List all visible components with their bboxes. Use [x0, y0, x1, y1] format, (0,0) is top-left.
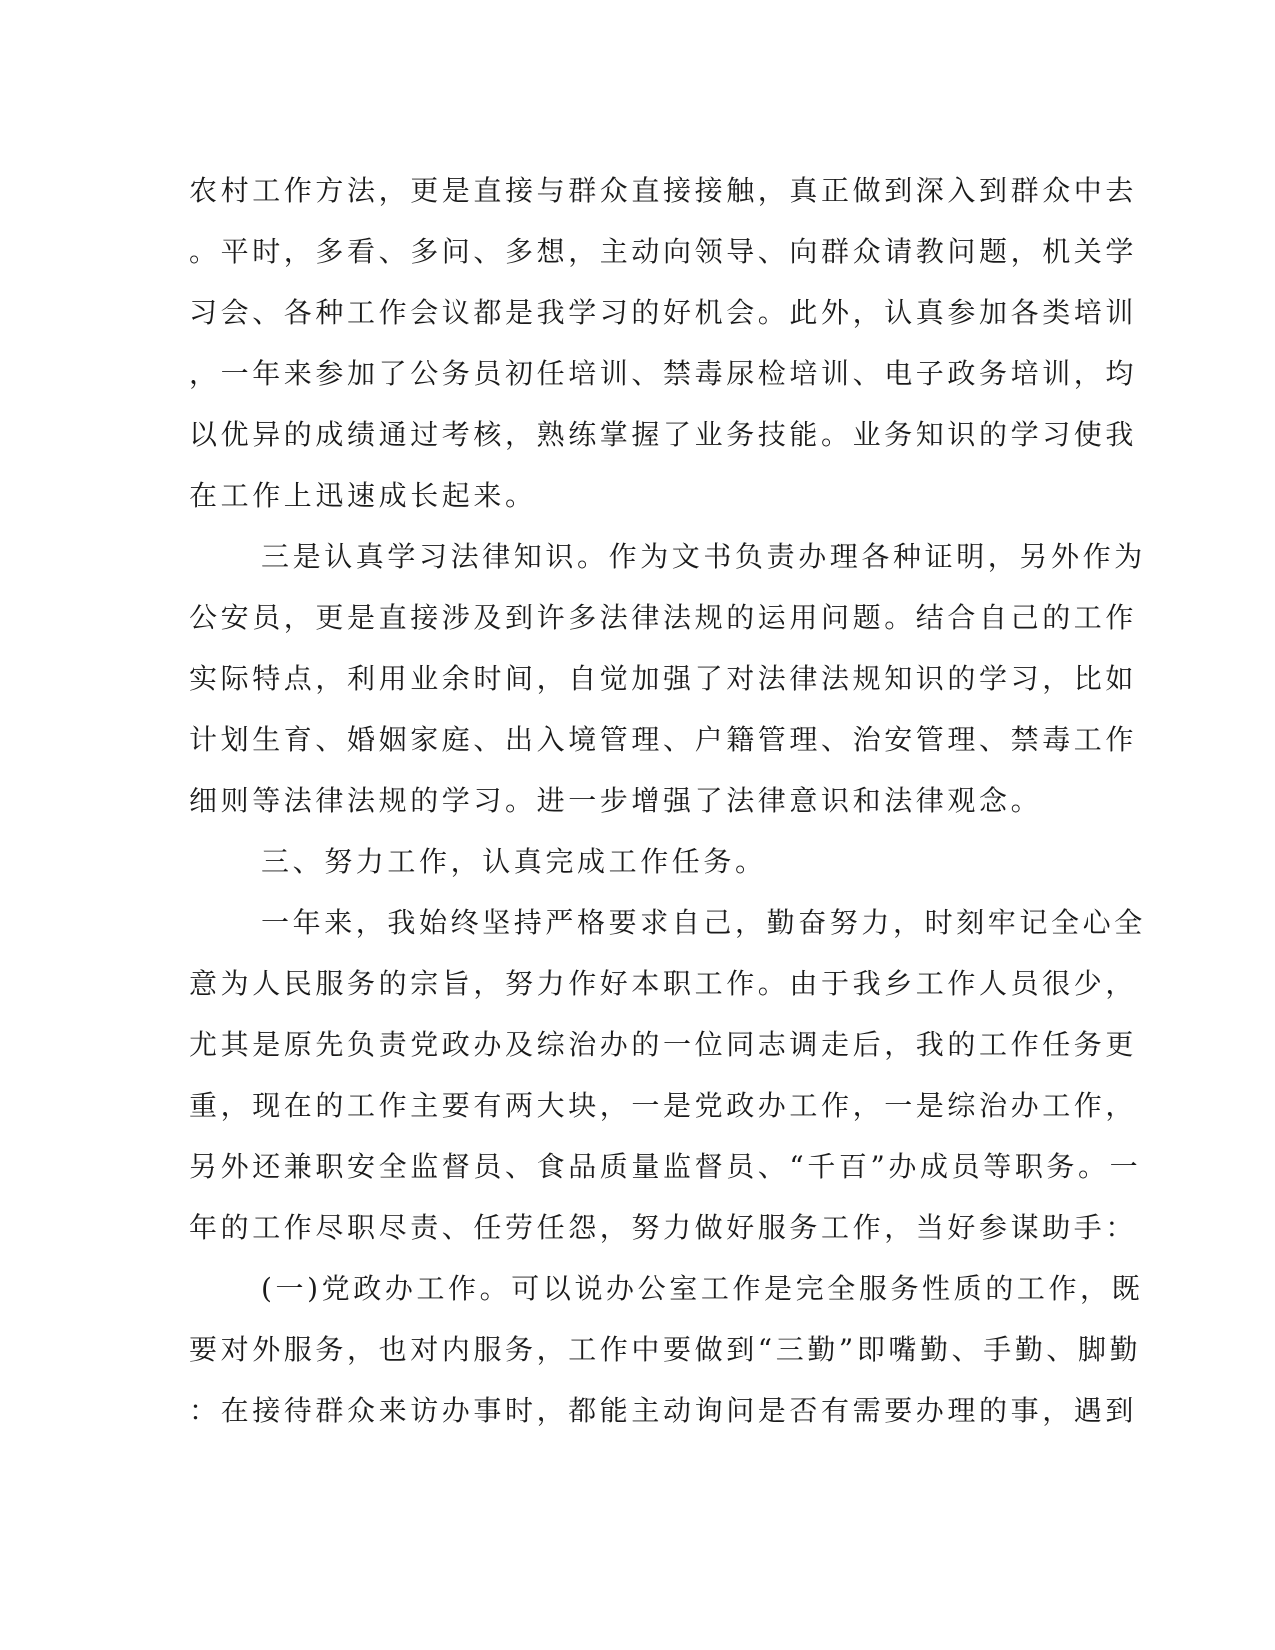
text-line: ，一年来参加了公务员初任培训、禁毒尿检培训、电子政务培训，均 [189, 357, 1138, 390]
text-line: 实际特点，利用业余时间，自觉加强了对法律法规知识的学习，比如 [189, 662, 1138, 695]
text-line: 细则等法律法规的学习。进一步增强了法律意识和法律观念。 [189, 784, 1043, 817]
text-line: 尤其是原先负责党政办及综治办的一位同志调走后，我的工作任务更 [189, 1028, 1138, 1061]
text-line: 要对外服务，也对内服务，工作中要做到“三勤”即嘴勤、手勤、脚勤 [189, 1333, 1142, 1366]
paragraph-start-line: 三是认真学习法律知识。作为文书负责办理各种证明，另外作为 [261, 540, 1146, 573]
body-text [189, 160, 1146, 1441]
text-line: 计划生育、婚姻家庭、出入境管理、户籍管理、治安管理、禁毒工作 [189, 723, 1138, 756]
paragraph-start-line: (一)党政办工作。可以说办公室工作是完全服务性质的工作，既 [261, 1272, 1144, 1305]
section-heading: 三、努力工作，认真完成工作任务。 [261, 845, 767, 878]
text-line: 。平时，多看、多问、多想，主动向领导、向群众请教问题，机关学 [189, 235, 1138, 268]
text-line: 在工作上迅速成长起来。 [189, 479, 537, 512]
text-line: 农村工作方法，更是直接与群众直接接触，真正做到深入到群众中去 [189, 174, 1138, 207]
text-line: 另外还兼职安全监督员、食品质量监督员、“千百”办成员等职务。一 [189, 1150, 1142, 1183]
text-line: 以优异的成绩通过考核，熟练掌握了业务技能。业务知识的学习使我 [189, 418, 1138, 451]
text-line: ：在接待群众来访办事时，都能主动询问是否有需要办理的事，遇到 [189, 1394, 1138, 1427]
text-line: 意为人民服务的宗旨，努力作好本职工作。由于我乡工作人员很少， [189, 967, 1138, 1000]
text-line: 年的工作尽职尽责、任劳任怨，努力做好服务工作，当好参谋助手： [189, 1211, 1138, 1244]
paragraph-start-line: 一年来，我始终坚持严格要求自己，勤奋努力，时刻牢记全心全 [261, 906, 1146, 939]
text-line: 重，现在的工作主要有两大块，一是党政办工作，一是综治办工作， [189, 1089, 1138, 1122]
text-line: 公安员，更是直接涉及到许多法律法规的运用问题。结合自己的工作 [189, 601, 1138, 634]
text-line: 习会、各种工作会议都是我学习的好机会。此外，认真参加各类培训 [189, 296, 1138, 329]
